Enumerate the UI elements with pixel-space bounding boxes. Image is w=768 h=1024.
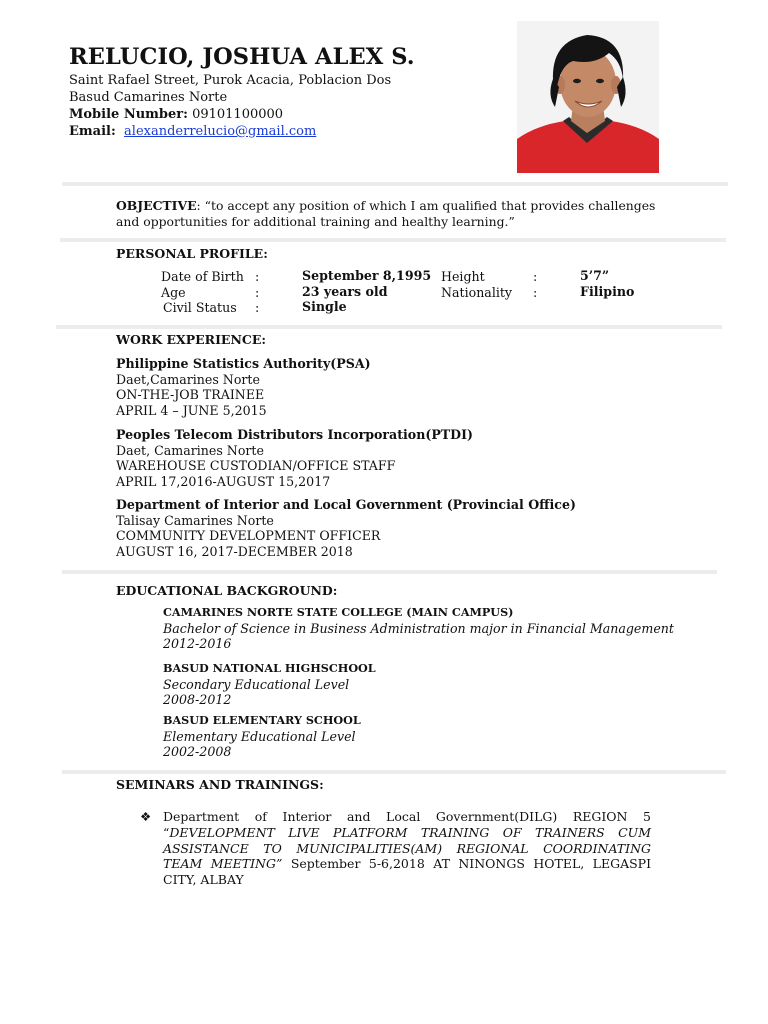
profile-sep: : — [255, 285, 260, 300]
divider — [62, 570, 717, 574]
work-dates: APRIL 17,2016-AUGUST 15,2017 — [116, 474, 331, 490]
work-position: WAREHOUSE CUSTODIAN/OFFICE STAFF — [116, 458, 396, 474]
education-level: Bachelor of Science in Business Administration major in Financial Management — [163, 620, 674, 636]
divider — [62, 770, 726, 774]
objective-text: : “to accept any position of which I am qualified that provides challenges and opportunities for additional training and healthy learning.” — [116, 198, 656, 229]
work-position: ON-THE-JOB TRAINEE — [116, 387, 265, 403]
work-entry — [116, 356, 371, 419]
applicant-photo — [517, 21, 659, 173]
profile-label-height: Height — [441, 269, 485, 284]
education-entry — [163, 713, 361, 760]
education-years: 2008-2012 — [163, 692, 232, 708]
work-company: Peoples Telecom Distributors Incorporation(PTDI) — [116, 427, 473, 442]
profile-label-nationality: Nationality — [441, 285, 513, 300]
email-label: Email: — [69, 124, 116, 139]
seminar-title: DEVELOPMENT LIVE PLATFORM TRAINING OF TRAINERS CUM ASSISTANCE TO MUNICIPALITIES(AM) REGIONAL COORDINATING TEAM MEETING” — [163, 824, 651, 872]
education-school: CAMARINES NORTE STATE COLLEGE (MAIN CAMPUS) — [163, 605, 514, 619]
profile-label-age: Age — [161, 285, 186, 300]
divider — [62, 182, 728, 186]
diamond-bullet-icon: ❖ — [140, 809, 152, 824]
profile-label-dob: Date of Birth — [161, 269, 244, 284]
seminar-prefix: Department of Interior and Local Government(DILG) REGION 5 “ — [163, 809, 651, 840]
profile-label-civil-status: Civil Status — [163, 300, 237, 315]
education-entry — [163, 661, 376, 708]
divider — [60, 238, 726, 242]
profile-value-dob: September 8,1995 — [302, 268, 432, 283]
objective-paragraph — [116, 198, 656, 230]
profile-value-nationality: Filipino — [580, 284, 635, 299]
mobile-line — [69, 107, 283, 122]
work-company: Department of Interior and Local Government (Provincial Office) — [116, 497, 576, 512]
profile-value-civil-status: Single — [302, 299, 347, 314]
education-school: BASUD NATIONAL HIGHSCHOOL — [163, 661, 376, 675]
seminar-suffix: September 5-6,2018 AT NINONGS HOTEL, LEGASPI CITY, ALBAY — [163, 856, 652, 888]
address-line-1: Saint Rafael Street, Purok Acacia, Poblacion Dos — [69, 73, 392, 88]
work-position: COMMUNITY DEVELOPMENT OFFICER — [116, 528, 381, 544]
personal-profile-heading: PERSONAL PROFILE: — [116, 246, 268, 261]
education-years: 2002-2008 — [163, 744, 232, 760]
work-entry — [116, 497, 576, 560]
seminar-item — [163, 809, 651, 888]
education-level: Secondary Educational Level — [163, 676, 350, 692]
work-location: Daet,Camarines Norte — [116, 371, 260, 387]
work-dates: AUGUST 16, 2017-DECEMBER 2018 — [116, 544, 353, 560]
education-level: Elementary Educational Level — [163, 728, 356, 744]
email-link[interactable]: alexanderrelucio@gmail.com — [124, 124, 317, 139]
education-entry — [163, 605, 674, 652]
mobile-value: 09101100000 — [192, 107, 284, 122]
work-experience-heading: WORK EXPERIENCE: — [116, 332, 266, 347]
education-school: BASUD ELEMENTARY SCHOOL — [163, 713, 361, 727]
work-location: Daet, Camarines Norte — [116, 442, 264, 458]
objective-label: OBJECTIVE — [116, 198, 197, 213]
work-entry — [116, 427, 473, 490]
profile-value-height: 5’7” — [580, 268, 610, 283]
profile-sep: : — [255, 300, 260, 315]
address-line-2: Basud Camarines Norte — [69, 90, 228, 105]
profile-sep: : — [533, 285, 538, 300]
seminars-heading: SEMINARS AND TRAININGS: — [116, 777, 324, 792]
applicant-name: RELUCIO, JOSHUA ALEX S. — [69, 44, 415, 70]
work-company: Philippine Statistics Authority(PSA) — [116, 356, 371, 371]
work-dates: APRIL 4 – JUNE 5,2015 — [116, 403, 267, 419]
profile-value-age: 23 years old — [302, 284, 388, 299]
mobile-label: Mobile Number: — [69, 107, 188, 122]
work-location: Talisay Camarines Norte — [116, 512, 274, 528]
profile-sep: : — [533, 269, 538, 284]
divider — [56, 325, 722, 329]
email-line — [69, 124, 316, 139]
profile-sep: : — [255, 269, 260, 284]
portrait-image — [517, 21, 659, 173]
education-heading: EDUCATIONAL BACKGROUND: — [116, 583, 338, 598]
education-years: 2012-2016 — [163, 636, 232, 652]
